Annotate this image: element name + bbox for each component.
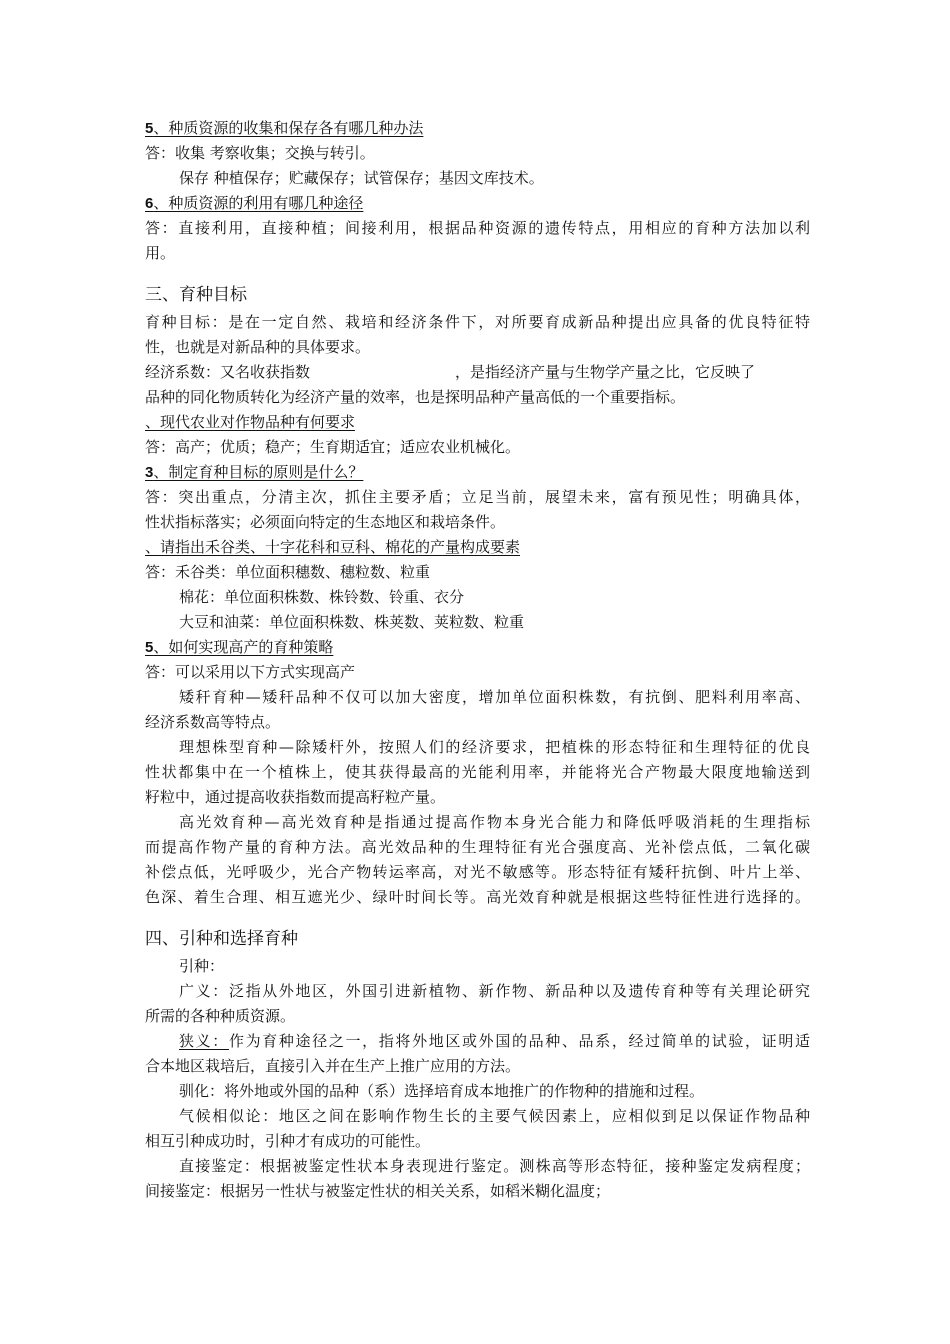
paragraph-line: 广义：泛指从外地区，外国引进新植物、新作物、新品种以及遗传育种等有关理论研究: [179, 982, 810, 1000]
section-heading: 四、引种和选择育种: [145, 929, 298, 949]
paragraph-line: 气候相似论：地区之间在影响作物生长的主要气候因素上，应相似到足以保证作物品种: [179, 1107, 810, 1125]
paragraph-line: 经济系数高等特点。: [145, 713, 281, 731]
question-heading: 5、种质资源的收集和保存各有哪几种办法: [145, 119, 424, 137]
paragraph-line: 色深、着生合理、相互遮光少、绿叶时间长等。高光效育种就是根据这些特征性进行选择的。: [145, 888, 810, 906]
document-page: [145, 116, 810, 1204]
paragraph-line: 驯化：将外地或外国的品种（系）选择培育成本地推广的作物种的措施和过程。: [179, 1082, 705, 1100]
paragraph-line: 籽粒中，通过提高收获指数而提高籽粒产量。: [145, 788, 446, 806]
paragraph-line: 矮秆育种—矮秆品种不仅可以加大密度，增加单位面积株数，有抗倒、肥料利用率高、: [179, 688, 810, 706]
paragraph-line: 间接鉴定：根据另一性状与被鉴定性状的相关关系，如稻米糊化温度；: [145, 1182, 611, 1200]
question-heading: 6、种质资源的利用有哪几种途径: [145, 194, 364, 212]
definition-line: 经济系数：又名收获指数 ，是指经济产量与生物学产量之比，它反映了: [145, 363, 756, 381]
paragraph-line: 引种：: [179, 957, 225, 975]
question-heading: 3、制定育种目标的原则是什么？: [145, 463, 364, 481]
definition-line: 性，也就是对新品种的具体要求。: [145, 338, 371, 356]
question-heading: 、现代农业对作物品种有何要求: [145, 413, 356, 431]
answer-line: 用。: [145, 244, 176, 262]
answer-line: 大豆和油菜：单位面积株数、株荚数、荚粒数、粒重: [179, 613, 525, 631]
paragraph-line: 所需的各种种质资源。: [145, 1007, 296, 1025]
answer-line: 答：突出重点，分清主次，抓住主要矛盾；立足当前，展望未来，富有预见性；明确具体，: [145, 488, 810, 506]
answer-line: 答：禾谷类：单位面积穗数、穗粒数、粒重: [145, 563, 431, 581]
paragraph-line: 理想株型育种—除矮杆外，按照人们的经济要求，把植株的形态特征和生理特征的优良: [179, 738, 810, 756]
paragraph-line: 高光效育种—高光效育种是指通过提高作物本身光合能力和降低呼吸消耗的生理指标: [179, 813, 810, 831]
answer-line: 性状指标落实；必须面向特定的生态地区和栽培条件。: [145, 513, 506, 531]
paragraph-line: 补偿点低，光呼吸少，光合产物转运率高，对光不敏感等。形态特征有矮秆抗倒、叶片上举、: [145, 863, 810, 881]
definition-line: 育种目标：是在一定自然、栽培和经济条件下，对所要育成新品种提出应具备的优良特征特: [145, 313, 810, 331]
section-heading: 三、育种目标: [145, 285, 247, 305]
paragraph-line: 合本地区栽培后，直接引入并在生产上推广应用的方法。: [145, 1057, 521, 1075]
question-heading: 5、如何实现高产的育种策略: [145, 638, 334, 656]
answer-line: 答：可以采用以下方式实现高产: [145, 663, 356, 681]
answer-line: 棉花：单位面积株数、株铃数、铃重、衣分: [179, 588, 465, 606]
definition-line: 品种的同化物质转化为经济产量的效率，也是探明品种产量高低的一个重要指标。: [145, 388, 686, 406]
paragraph-line: 相互引种成功时，引种才有成功的可能性。: [145, 1132, 431, 1150]
answer-line: 保存 种植保存；贮藏保存；试管保存；基因文库技术。: [179, 169, 544, 187]
paragraph-line: 而提高作物产量的育种方法。高光效品种的生理特征有光合强度高、光补偿点低，二氧化碳: [145, 838, 810, 856]
paragraph-line: 狭义：作为育种途径之一，指将外地区或外国的品种、品系，经过简单的试验，证明适: [179, 1032, 810, 1050]
answer-line: 答：收集 考察收集；交换与转引。: [145, 144, 375, 162]
question-heading: 、请指出禾谷类、十字花科和豆科、棉花的产量构成要素: [145, 538, 521, 556]
paragraph-line: 直接鉴定：根据被鉴定性状本身表现进行鉴定。测株高等形态特征，接种鉴定发病程度；: [179, 1157, 810, 1175]
answer-line: 答：高产；优质；稳产；生育期适宜；适应农业机械化。: [145, 438, 521, 456]
answer-line: 答：直接利用，直接种植；间接利用，根据品种资源的遗传特点，用相应的育种方法加以利: [145, 219, 810, 237]
paragraph-line: 性状都集中在一个植株上，使其获得最高的光能利用率，并能将光合产物最大限度地输送到: [145, 763, 810, 781]
